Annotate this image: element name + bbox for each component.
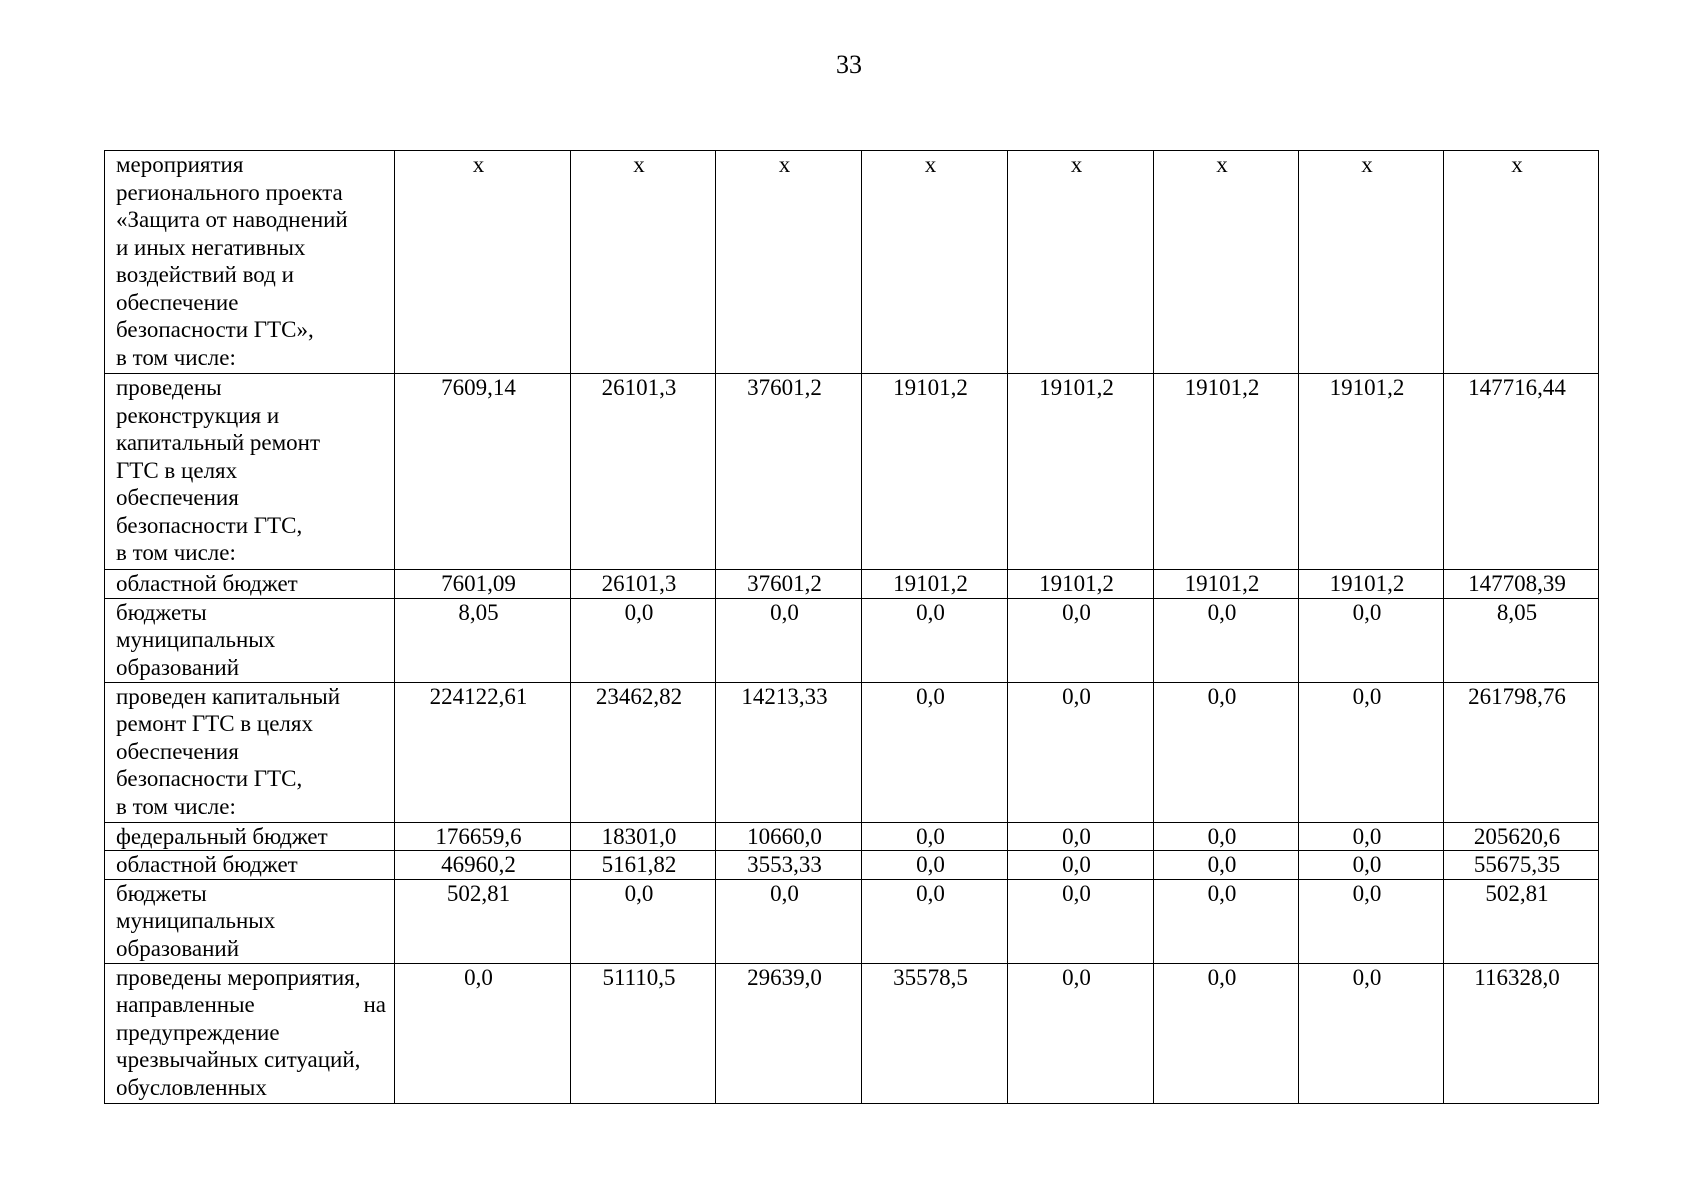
value-cell: 19101,2 <box>1008 570 1154 599</box>
label-line: безопасности ГТС, <box>116 766 303 791</box>
value-cell: 224122,61 <box>395 682 571 822</box>
row-label <box>105 570 395 599</box>
table-row <box>105 598 1599 682</box>
label-line: в том числе: <box>116 540 236 565</box>
value-cell: 0,0 <box>1008 682 1154 822</box>
table-row <box>105 963 1599 1103</box>
label-word: направленные <box>116 992 255 1017</box>
label-line: обусловленных <box>116 1074 267 1100</box>
value-cell: 0,0 <box>571 598 716 682</box>
value-cell: 23462,82 <box>571 682 716 822</box>
value-cell: x <box>1444 151 1599 374</box>
value-cell: 26101,3 <box>571 570 716 599</box>
row-label <box>105 682 395 822</box>
label-line: обеспечения <box>116 485 239 510</box>
value-cell: x <box>1154 151 1299 374</box>
row-label <box>105 963 395 1103</box>
label-line: капитальный ремонт <box>116 430 321 455</box>
value-cell: x <box>1299 151 1444 374</box>
value-cell: x <box>716 151 862 374</box>
value-cell: 147708,39 <box>1444 570 1599 599</box>
label-line: проведены мероприятия, <box>116 964 361 990</box>
value-cell: 46960,2 <box>395 851 571 880</box>
table-body <box>105 151 1599 1104</box>
table-row <box>105 851 1599 880</box>
value-cell: 51110,5 <box>571 963 716 1103</box>
label-line: реконструкция и <box>116 402 280 428</box>
label-line: в том числе: <box>116 344 236 370</box>
value-cell: 8,05 <box>1444 598 1599 682</box>
value-cell: 0,0 <box>716 879 862 963</box>
value-cell: 18301,0 <box>571 822 716 851</box>
label-line: муниципальных <box>116 627 276 652</box>
table-row <box>105 879 1599 963</box>
value-cell: 7609,14 <box>395 374 571 570</box>
page-number: 33 <box>836 50 862 79</box>
value-cell: 0,0 <box>571 879 716 963</box>
value-cell: 10660,0 <box>716 822 862 851</box>
value-cell: 502,81 <box>395 879 571 963</box>
label-line: в том числе: <box>116 793 236 819</box>
value-cell: 55675,35 <box>1444 851 1599 880</box>
value-cell: 0,0 <box>1008 851 1154 880</box>
row-label <box>105 374 395 570</box>
value-cell: 19101,2 <box>862 374 1008 570</box>
label-line: проведены <box>116 375 222 400</box>
row-label <box>105 879 395 963</box>
value-cell: 29639,0 <box>716 963 862 1103</box>
label-line: бюджеты <box>116 599 207 625</box>
table-row <box>105 151 1599 374</box>
value-cell: 0,0 <box>1008 822 1154 851</box>
value-cell: 0,0 <box>1299 963 1444 1103</box>
value-cell: 0,0 <box>1008 879 1154 963</box>
value-cell: 176659,6 <box>395 822 571 851</box>
label-line: обеспечение <box>116 289 239 315</box>
value-cell: 0,0 <box>1154 822 1299 851</box>
label-word: на <box>363 992 386 1017</box>
value-cell: 37601,2 <box>716 570 862 599</box>
value-cell: 0,0 <box>1299 851 1444 880</box>
value-cell: 502,81 <box>1444 879 1599 963</box>
value-cell: 0,0 <box>862 851 1008 880</box>
label-line: чрезвычайных ситуаций, <box>116 1047 361 1072</box>
value-cell: 147716,44 <box>1444 374 1599 570</box>
label-line: регионального проекта <box>116 179 343 205</box>
value-cell: x <box>862 151 1008 374</box>
value-cell: 26101,3 <box>571 374 716 570</box>
label-line: обеспечения <box>116 738 239 764</box>
budget-table <box>104 150 1599 1104</box>
label-line: муниципальных <box>116 908 276 933</box>
label-line: предупреждение <box>116 1019 280 1045</box>
table-row <box>105 374 1599 570</box>
value-cell: 19101,2 <box>1154 570 1299 599</box>
value-cell: 8,05 <box>395 598 571 682</box>
label-line: федеральный бюджет <box>116 823 328 849</box>
value-cell: 19101,2 <box>862 570 1008 599</box>
value-cell: 0,0 <box>1299 822 1444 851</box>
row-label <box>105 822 395 851</box>
value-cell: 0,0 <box>1154 963 1299 1103</box>
table-row <box>105 822 1599 851</box>
value-cell: 0,0 <box>1299 598 1444 682</box>
label-line: безопасности ГТС, <box>116 512 303 538</box>
label-line: образований <box>116 935 240 961</box>
label-line: бюджеты <box>116 880 207 906</box>
value-cell: 3553,33 <box>716 851 862 880</box>
label-line: проведен капитальный <box>116 683 341 709</box>
value-cell: 0,0 <box>1154 682 1299 822</box>
row-label <box>105 851 395 880</box>
label-line: мероприятия <box>116 152 244 177</box>
value-cell: 19101,2 <box>1154 374 1299 570</box>
value-cell: 0,0 <box>1299 879 1444 963</box>
value-cell: 35578,5 <box>862 963 1008 1103</box>
value-cell: 0,0 <box>862 822 1008 851</box>
label-line: воздействий вод и <box>116 262 294 287</box>
value-cell: 19101,2 <box>1008 374 1154 570</box>
label-line: и иных негативных <box>116 234 306 260</box>
value-cell: 19101,2 <box>1299 570 1444 599</box>
table-row <box>105 682 1599 822</box>
label-line: ремонт ГТС в целях <box>116 711 313 736</box>
value-cell: 7601,09 <box>395 570 571 599</box>
value-cell: 116328,0 <box>1444 963 1599 1103</box>
value-cell: 0,0 <box>1299 682 1444 822</box>
label-line: безопасности ГТС», <box>116 317 314 342</box>
value-cell: 0,0 <box>862 598 1008 682</box>
value-cell: 14213,33 <box>716 682 862 822</box>
table-row <box>105 570 1599 599</box>
value-cell: 0,0 <box>716 598 862 682</box>
label-line <box>116 991 386 1019</box>
value-cell: 0,0 <box>1154 598 1299 682</box>
row-label <box>105 598 395 682</box>
value-cell: 19101,2 <box>1299 374 1444 570</box>
label-line: «Защита от наводнений <box>116 207 348 232</box>
value-cell: x <box>1008 151 1154 374</box>
value-cell: 5161,82 <box>571 851 716 880</box>
value-cell: 0,0 <box>862 682 1008 822</box>
value-cell: 0,0 <box>1008 598 1154 682</box>
value-cell: x <box>395 151 571 374</box>
value-cell: 0,0 <box>1154 851 1299 880</box>
value-cell: 37601,2 <box>716 374 862 570</box>
label-line: областной бюджет <box>116 571 298 596</box>
row-label <box>105 151 395 374</box>
value-cell: 261798,76 <box>1444 682 1599 822</box>
value-cell: 0,0 <box>862 879 1008 963</box>
label-line: областной бюджет <box>116 852 298 877</box>
value-cell: x <box>571 151 716 374</box>
label-line: ГТС в целях <box>116 457 238 483</box>
label-line: образований <box>116 654 240 680</box>
value-cell: 0,0 <box>1154 879 1299 963</box>
value-cell: 0,0 <box>1008 963 1154 1103</box>
value-cell: 0,0 <box>395 963 571 1103</box>
value-cell: 205620,6 <box>1444 822 1599 851</box>
